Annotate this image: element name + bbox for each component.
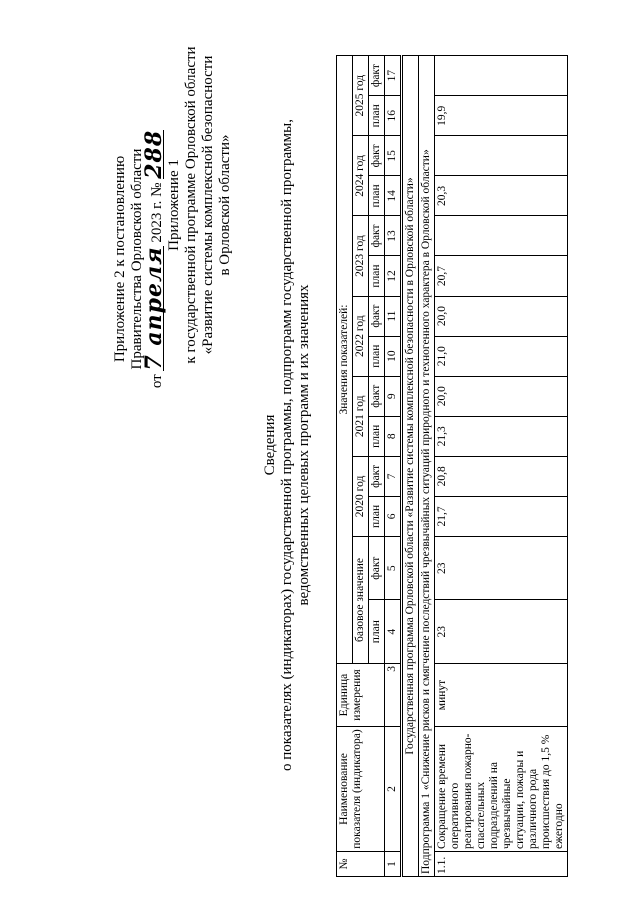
row-number: 1.1. (435, 852, 568, 877)
column-number: 7 (385, 456, 402, 496)
col-header-name: Наименование показателя (индикатора) (337, 727, 385, 852)
col-fact: факт (369, 56, 385, 96)
decree-header (112, 73, 166, 445)
value-cell: 20,7 (435, 256, 568, 296)
col-header-year: 2025 год (353, 56, 369, 136)
handwritten-date: 7 апреля (141, 246, 167, 371)
col-plan: план (369, 176, 385, 216)
value-cell (435, 56, 568, 96)
indicators-table (336, 55, 568, 877)
col-plan: план (369, 336, 385, 376)
decree-date-line (141, 73, 167, 445)
column-numbers-row (385, 56, 402, 877)
year-label: 2023 г. № (149, 182, 165, 243)
col-plan: план (369, 256, 385, 296)
col-plan: план (369, 416, 385, 456)
column-number: 1 (385, 852, 402, 877)
column-number: 16 (385, 96, 402, 136)
document-title (262, 85, 313, 805)
value-cell (435, 216, 568, 256)
col-header-year: 2020 год (353, 456, 369, 536)
decree-line1: Приложение 2 к постановлению (112, 155, 128, 363)
col-fact: факт (369, 136, 385, 176)
value-cell: 23 (435, 600, 568, 664)
col-header-values: Значения показателей: (337, 56, 353, 664)
value-cell: 20,0 (435, 376, 568, 416)
value-cell: 21,7 (435, 496, 568, 536)
appendix-block (166, 25, 234, 385)
appendix-line3: «Развитие системы комплексной безопасности (200, 55, 216, 355)
col-fact: факт (369, 376, 385, 416)
column-number: 13 (385, 216, 402, 256)
col-header-year: 2022 год (353, 296, 369, 376)
value-cell (435, 136, 568, 176)
value-cell: 19,9 (435, 96, 568, 136)
col-header-number: № (337, 852, 385, 877)
indicator-name: Сокращение времени оперативного реагирования пожарно-спасательных подразделений на чрезвычайные ситуации, пожары и различного рода происшествия до 1,5 % ежегодно (435, 727, 568, 852)
decree-line2: Правительства Орловской области (129, 148, 145, 370)
column-number: 3 (385, 664, 402, 727)
col-header-base: базовое значение (353, 536, 369, 663)
col-header-unit: Единица измерения (337, 664, 385, 727)
col-header-year: 2024 год (353, 136, 369, 216)
col-plan: план (369, 496, 385, 536)
column-number: 5 (385, 536, 402, 599)
value-cell: 20,3 (435, 176, 568, 216)
column-number: 8 (385, 416, 402, 456)
col-fact: факт (369, 216, 385, 256)
value-cell: 20,0 (435, 296, 568, 336)
column-number: 15 (385, 136, 402, 176)
column-number: 12 (385, 256, 402, 296)
appendix-line2: к государственной программе Орловской области (183, 46, 199, 364)
title-line3: ведомственных целевых программ и их значениях (296, 284, 312, 606)
from-label: от (149, 374, 165, 389)
value-cell: 21,0 (435, 336, 568, 376)
value-cell: 21,3 (435, 416, 568, 456)
program-row: Государственная программа Орловской области «Развитие системы комплексной безопасности в Орловской области» (402, 56, 419, 877)
title-line2: о показателях (индикаторах) государственной программы, подпрограмм государственной программы, (279, 119, 295, 771)
value-cell: 20,8 (435, 456, 568, 496)
column-number: 17 (385, 56, 402, 96)
col-fact: факт (369, 456, 385, 496)
title-line1: Сведения (262, 414, 278, 476)
subprogram-row: Подпрограмма 1 «Снижение рисков и смягчение последствий чрезвычайных ситуаций природного и техногенного характера в Орловской области» (419, 56, 435, 877)
table-row (435, 56, 568, 877)
column-number: 2 (385, 727, 402, 852)
column-number: 10 (385, 336, 402, 376)
col-header-year: 2023 год (353, 216, 369, 296)
appendix-line1: Приложение 1 (166, 159, 182, 251)
indicator-unit: минут (435, 664, 568, 727)
col-plan: план (369, 96, 385, 136)
column-number: 9 (385, 376, 402, 416)
column-number: 14 (385, 176, 402, 216)
column-number: 11 (385, 296, 402, 336)
value-cell: 23 (435, 536, 568, 599)
handwritten-number: 288 (141, 129, 167, 179)
appendix-line4: в Орловской области» (217, 134, 233, 276)
col-header-year: 2021 год (353, 376, 369, 456)
col-fact: факт (369, 536, 385, 599)
column-number: 6 (385, 496, 402, 536)
col-plan: план (369, 600, 385, 664)
column-number: 4 (385, 600, 402, 664)
col-fact: факт (369, 296, 385, 336)
